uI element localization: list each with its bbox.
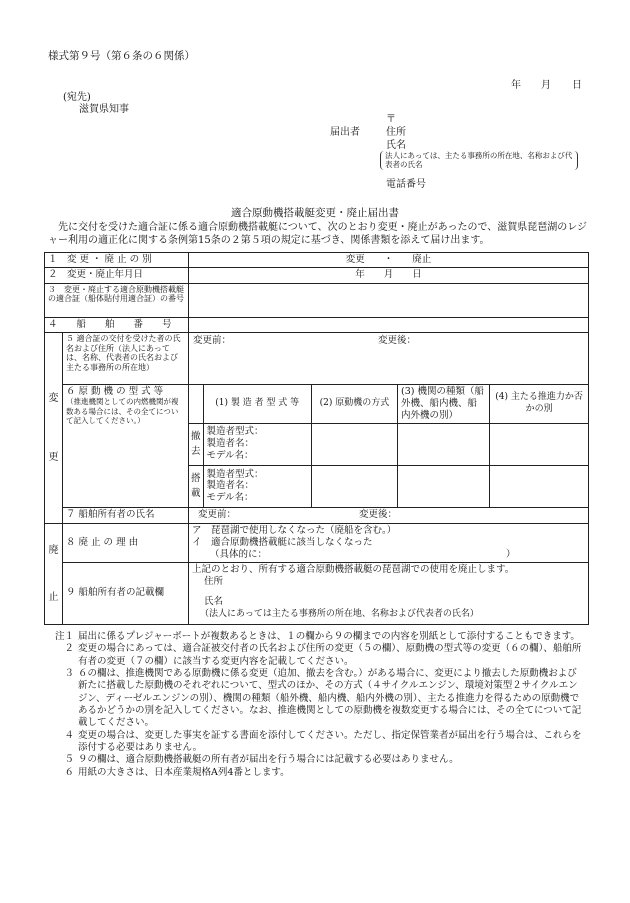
installed-method-cell[interactable] [311,465,397,507]
note-item [48,668,586,730]
installed-maker-cell[interactable] [203,465,311,507]
note-item [48,767,586,779]
engine-label: ６ 原 動 機 の 型 式 等 [66,386,164,398]
removed-label: 撤去 [189,423,203,465]
abolish-section-label [45,524,63,625]
note-text: 用紙の大きさは、日本産業規格A列4番とします。 [78,766,290,778]
note-number: 注１ [54,631,74,642]
form-table [44,252,589,625]
owner-entry-name: 氏名 [204,596,224,608]
change-type-value[interactable]: 変更 ・ 廃止 [189,253,589,268]
applicant-name-label: 氏名 [386,140,406,151]
engine-label-cell [63,385,189,508]
note-item [48,643,586,668]
note-number: ５ [64,754,74,766]
date-year: 年 [511,80,521,91]
installed-type-cell[interactable] [398,465,490,507]
intro-text: 先に交付を受けた適合証に係る適合原動機搭載艇について、次のとおり変更・廃止があったので、滋賀県琵琶湖のレジャー利用の適正化に関する条例第15条の２第５項の規定に基づき、関係書類を添えて届け出ます。 [48,222,588,246]
owner-field[interactable] [189,508,589,524]
removed-type-cell[interactable] [398,423,490,465]
owner-entry-field[interactable] [189,562,589,624]
grid-corner [189,385,203,423]
reason-a: ア 琵琶湖で使用しなくなった（廃船を含む。） [192,525,397,537]
addressee-label: (宛先) [63,92,91,103]
grid-header-maker: (1) 製 造 者 型 式 等 [203,385,311,423]
holder-before: 変更前： [193,335,232,347]
ship-number-field[interactable] [189,317,589,332]
note-number: ６ [64,766,74,778]
postal-mark: 〒 [386,114,396,125]
grid-header-type: (3) 機関の種類（船外機、船内機、船内外機の別） [398,385,490,423]
grid-header-main: (4) 主たる推進力か否かの別 [490,385,588,423]
note-text: 変更の場合にあっては、適合証被交付者の氏名および住所の変更（５の欄）、原動機の型式等の変更（６の欄）、船舶所有者の変更（７の欄）に該当する変更内容を記載してください。 [78,643,582,667]
certificate-number-field[interactable] [189,283,589,317]
removed-maker-name: 製造者名： [206,438,255,450]
owner-entry-text: 上記のとおり、所有する適合原動機搭載艇の琵琶湖での使用を廃止します。 [192,563,515,575]
installed-model-name: モデル名： [206,492,254,504]
reason-detail-open: （具体的に： [210,548,268,560]
applicant-address-label: 住所 [386,127,406,138]
removed-model-name: モデル名： [206,450,254,462]
form-number: 様式第９号（第６条の６関係） [48,50,195,62]
change-date-value[interactable]: 年 月 日 [189,268,589,283]
removed-maker-cell[interactable] [203,423,311,465]
note-item [48,730,586,755]
owner-before: 変更前： [198,509,237,521]
note-number: ４ [64,729,74,741]
note-text: ９の欄は、適合原動機搭載艇の所有者が届出を行う場合には記載する必要はありません。 [78,754,459,766]
removed-maker-model: 製造者型式： [206,426,264,438]
engine-note: （推進機関としての内燃機関が複数ある場合には、その全てについて記入してください。） [66,397,179,426]
note-text: ６の欄は、推進機関である原動機に係る変更（追加、撤去を含む。）がある場合に、変更により撤去した原動機および新たに搭載した原動機のそれぞれについて、型式のほか、その方式（４サイクルエンジン、環境対策型２サイクルエンジン、ディーゼルエンジンの別）、機関の種類（船外機、船内機、船内外機の別）、主たる推進力を得るための原動機であるかどうかの別を記入してください。なお、推進機関としての原動機を複数変更する場合には、その全てについて記載してください。 [78,668,582,729]
removed-method-cell[interactable] [311,423,397,465]
addressee: 滋賀県知事 [79,104,129,115]
abolish-char-1: 廃 [48,544,59,556]
note-item [48,631,586,643]
date-day: 日 [572,80,582,91]
change-type-label: １ 変 更 ・ 廃 止 の 別 [45,253,189,268]
installed-main-cell[interactable] [490,465,588,507]
owner-entry-address: 住所 [204,576,224,588]
owner-after: 変更後： [359,509,398,521]
abolish-char-2: 止 [48,591,59,603]
engine-grid [189,385,588,507]
applicant-label: 届出者 [330,127,360,138]
note-text: 届出に係るプレジャーボートが複数あるときは、１の欄から９の欄までの内容を別紙として添付することもできます。 [78,631,580,642]
note-text: 変更の場合は、変更した事実を証する書面を添付してください。ただし、指定保管業者が届出を行う場合は、これらを添付する必要はありません。 [78,729,582,754]
date-month: 月 [541,80,551,91]
corporation-note: 法人にあっては、主たる事務所の所在地、名称および代表者の氏名 [380,151,578,170]
note-item [48,754,586,766]
holder-field[interactable] [189,333,589,385]
abolish-reason-label: ８ 廃 止 の 理 由 [63,524,189,563]
change-section-label [45,333,63,524]
certificate-number-label: ３ 変更・廃止する適合原動機搭載艇の適合証（船体貼付用適合証）の番号 [45,283,189,317]
change-char-1: 変 [48,393,59,405]
owner-entry-corp: （法人にあっては主たる事務所の所在地、名称および代表者の氏名） [200,608,479,619]
note-number: ３ [64,668,74,680]
owner-label: ７ 船舶所有者の氏名 [63,508,189,524]
grid-header-method: (2) 原動機の方式 [311,385,397,423]
change-date-label: ２ 変更・廃止年月日 [45,268,189,283]
note-number: ２ [64,643,74,655]
reason-i: イ 適合原動機搭載艇に該当しなくなった [192,537,373,549]
installed-label: 搭載 [189,465,203,507]
phone-label: 電話番号 [386,179,426,190]
installed-maker-model: 製造者型式： [206,468,264,480]
holder-after: 変更後： [378,335,417,347]
removed-main-cell[interactable] [490,423,588,465]
abolish-reason-field[interactable] [189,524,589,563]
notes [48,631,586,779]
holder-label: ５ 適合証の交付を受けた者の氏名および住所（法人にあっては、名称、代表者の氏名および主たる事務所の所在地） [63,333,189,385]
reason-detail-close: ） [506,548,516,560]
change-char-2: 更 [48,452,59,464]
ship-number-label: ４ 船 舶 番 号 [45,317,189,332]
document-title: 適合原動機搭載艇変更・廃止届出書 [231,207,399,219]
engine-grid-cell [189,385,589,508]
installed-maker-name: 製造者名： [206,480,255,492]
reason-detail [192,549,585,561]
owner-entry-label: ９ 船舶所有者の記載欄 [63,562,189,624]
